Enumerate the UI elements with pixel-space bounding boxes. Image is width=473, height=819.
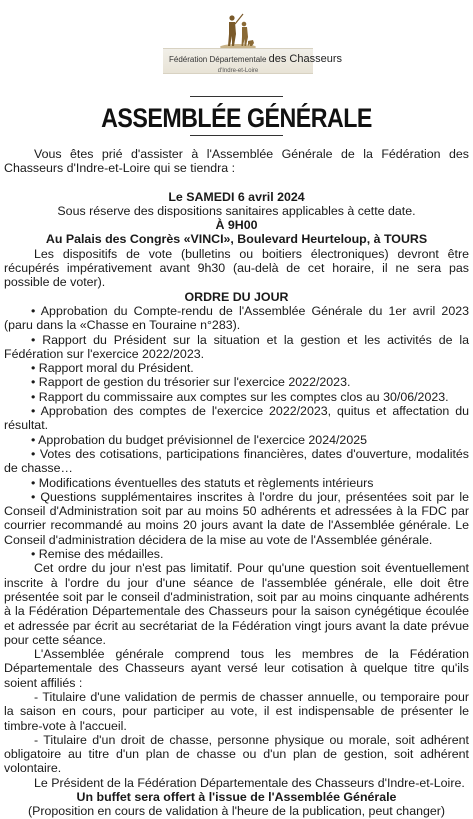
logo-region-text: d'Indre-et-Loire — [217, 68, 259, 74]
intro-paragraph: Vous êtes prié d'assister à l'Assemblée Générale de la Fédération des Chasseurs d'Indre-et-Loire qui se tiendra : — [4, 147, 469, 176]
meeting-date: Le SAMEDI 6 avril 2024 — [168, 189, 305, 204]
agenda-item: • Modifications éventuelles des statuts et règlements intérieurs — [31, 475, 374, 490]
agenda-item: • Rapport moral du Président. — [31, 361, 194, 376]
hunters-silhouette-icon — [219, 10, 257, 50]
agenda-title: ORDRE DU JOUR — [184, 289, 289, 304]
federation-logo — [163, 8, 342, 74]
sanitary-reserve: Sous réserve des dispositions sanitaires applicables à cette date. — [57, 203, 416, 218]
holder-paragraph-2: - Titulaire d'un droit de chasse, personne physique ou morale, soit adhérent obligatoire au titre d'un plan de chasse ou d'un plan de gestion, soit adhérent volontaire. — [4, 732, 469, 776]
buffet-announcement: Un buffet sera offert à l'issue de l'Assemblée Générale — [76, 790, 397, 805]
holder-paragraph-1: - Titulaire d'une validation de permis de chasser annuelle, ou temporaire pour la saison en cours, pour participer au vote, il est indispensable de présenter le timbre-vote à l'accueil. — [4, 689, 469, 733]
agenda-item: • Rapport du Président sur la situation et la gestion et les activités de la Fédération sur l'exercice 2022/2023. — [4, 332, 469, 361]
agenda-item: • Approbation du budget prévisionnel de l'exercice 2024/2025 — [31, 432, 367, 447]
vote-devices-paragraph: Les dispositifs de vote (bulletins ou boitiers électroniques) devront être récupérés impérativement avant 9h30 (au-delà de cet horaire, il ne sera pas possible de voter). — [4, 246, 469, 290]
title-rule-bottom — [190, 135, 283, 136]
meeting-time: À 9H00 — [215, 218, 258, 233]
page-title: ASSEMBLÉE GÉNÉRALE — [101, 103, 372, 133]
limit-paragraph: Cet ordre du jour n'est pas limitatif. Pour qu'une question soit éventuellement inscrite à l'ordre du jour d'une séance de l'assemblée générale, elle doit être présentée soit par le conseil d'administration, soit par au moins cinquante adhérents à la Fédération Départementale des Chasseurs pour la saison cynégétique écoulée et adressée par écrit au secrétariat de la Fédération vingt jours avant la date prévue pour cette séance. — [4, 561, 469, 647]
buffet-note: (Proposition en cours de validation à l'heure de la publication, peut changer) — [27, 804, 446, 819]
notice-body — [4, 147, 469, 819]
agenda-item: • Approbation des comptes de l'exercice 2022/2023, quitus et affectation du résultat. — [4, 404, 469, 433]
logo-federation-text: Fédération Départementale des Chasseurs — [169, 53, 342, 65]
agenda-item: • Questions supplémentaires inscrites à l'ordre du jour, présentées soit par le Conseil d'Administration soit par au moins 50 adhérents et adressées à la FDC par courrier recommandé au moins 20 jours avant la date de l'Assemblée générale. Le Conseil d'administration décidera de la mise au vote de l'Assemblée générale. — [4, 489, 469, 547]
title-rule-top — [190, 96, 283, 97]
members-paragraph: L'Assemblée générale comprend tous les membres de la Fédération Départementale des Chasseurs ayant versé leur cotisation à quelque titre qu'ils soient affiliés : — [4, 647, 469, 690]
agenda-item: • Votes des cotisations, participations financières, dates d'ouverture, modalités de chasse… — [4, 446, 469, 476]
meeting-venue: Au Palais des Congrès «VINCI», Boulevard Heurteloup, à TOURS — [45, 232, 428, 247]
agenda-item: • Rapport du commissaire aux comptes sur les comptes clos au 30/06/2023. — [31, 389, 449, 404]
president-signature: Le Président de la Fédération Départementale des Chasseurs d'Indre-et-Loire. — [34, 775, 465, 790]
agenda-item: • Remise des médailles. — [31, 547, 164, 562]
agenda-item: • Rapport de gestion du trésorier sur l'exercice 2022/2023. — [31, 375, 351, 390]
agenda-item: • Approbation du Compte-rendu de l'Assemblée Générale du 1er avril 2023 (paru dans la «Chasse en Touraine n°283). — [4, 303, 469, 333]
